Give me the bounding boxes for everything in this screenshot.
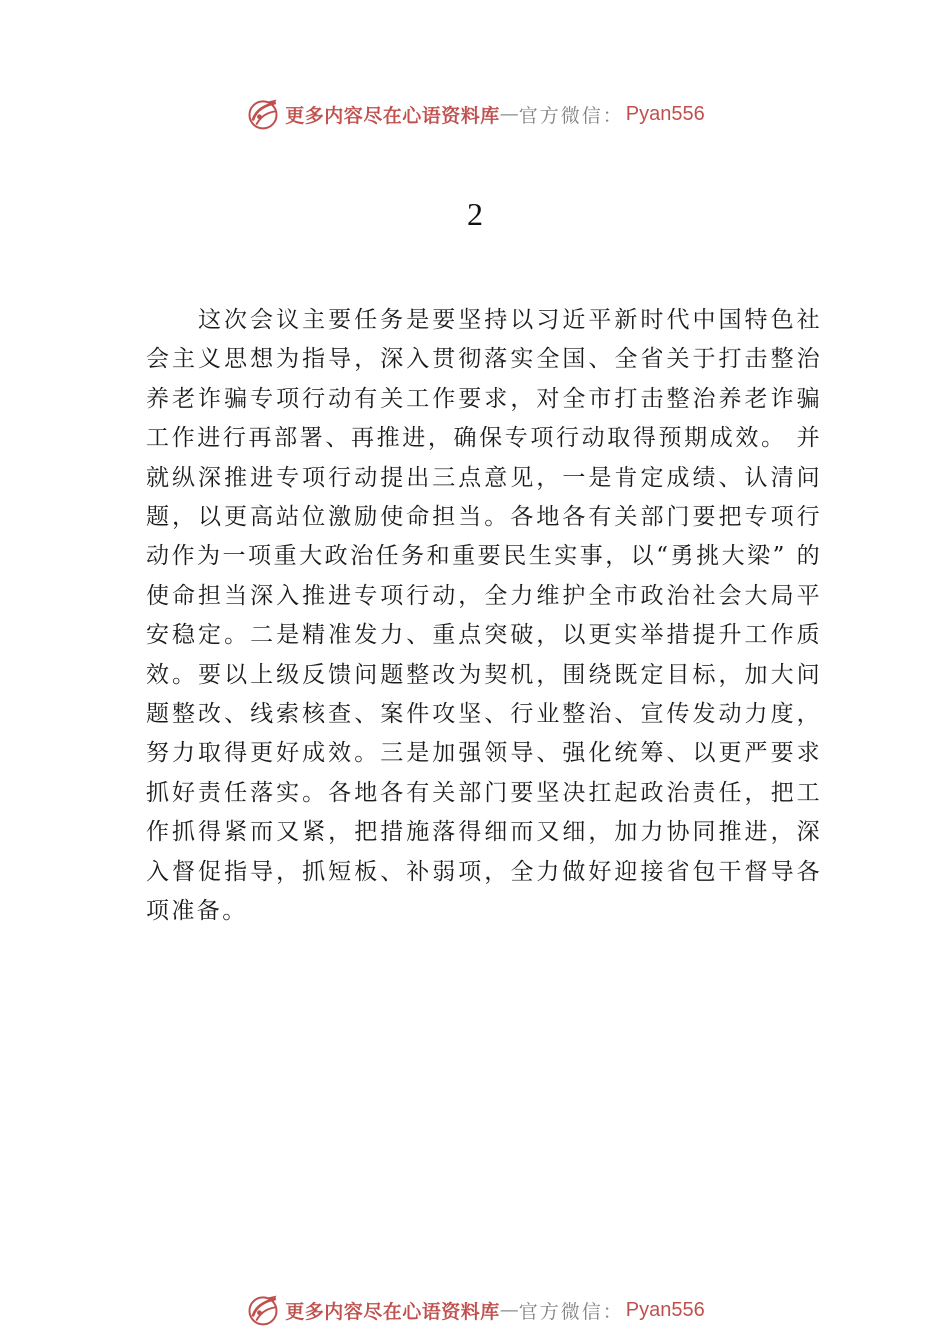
watermark-dash: —	[499, 1299, 519, 1321]
watermark-brand: 更多内容尽在心语资料库	[285, 1300, 500, 1323]
footer-watermark	[0, 1290, 950, 1330]
watermark-wechat-id: Pyan556	[625, 1298, 705, 1321]
header-watermark	[0, 94, 950, 134]
watermark-brand: 更多内容尽在心语资料库	[285, 104, 500, 127]
red-swirl-logo-icon	[245, 1292, 281, 1328]
watermark-label: 官方微信：	[518, 104, 624, 127]
watermark-label: 官方微信：	[518, 1300, 624, 1323]
page-number: 2	[467, 196, 483, 232]
red-swirl-logo-icon	[245, 96, 281, 132]
watermark-wechat-id: Pyan556	[625, 102, 705, 125]
watermark-dash: —	[499, 103, 519, 125]
body-paragraph: 这次会议主要任务是要坚持以习近平新时代中国特色社会主义思想为指导，深入贯彻落实全国、全省关于打击整治养老诈骗专项行动有关工作要求，对全市打击整治养老诈骗工作进行再部署、再推进，确保专项行动取得预期成效。 并就纵深推进专项行动提出三点意见，一是肯定成绩、认清问题，以更高站位激励使命担当。各地各有关部门要把专项行动作为一项重大政治任务和重要民生实事，以“勇挑大梁” 的使命担当深入推进专项行动，全力维护全市政治社会大局平安稳定。二是精准发力、重点突破，以更实举措提升工作质效。要以上级反馈问题整改为契机，围绕既定目标，加大问题整改、线索核查、案件攻坚、行业整治、宣传发动力度， 努力取得更好成效。三是加强领导、强化统筹、以更严要求抓好责任落实。各地各有关部门要坚决扛起政治责任，把工作抓得紧而又紧，把措施落得细而又细，加力协同推进，深入督促指导，抓短板、补弱项，全力做好迎接省包干督导各项准备。	[146, 307, 822, 925]
